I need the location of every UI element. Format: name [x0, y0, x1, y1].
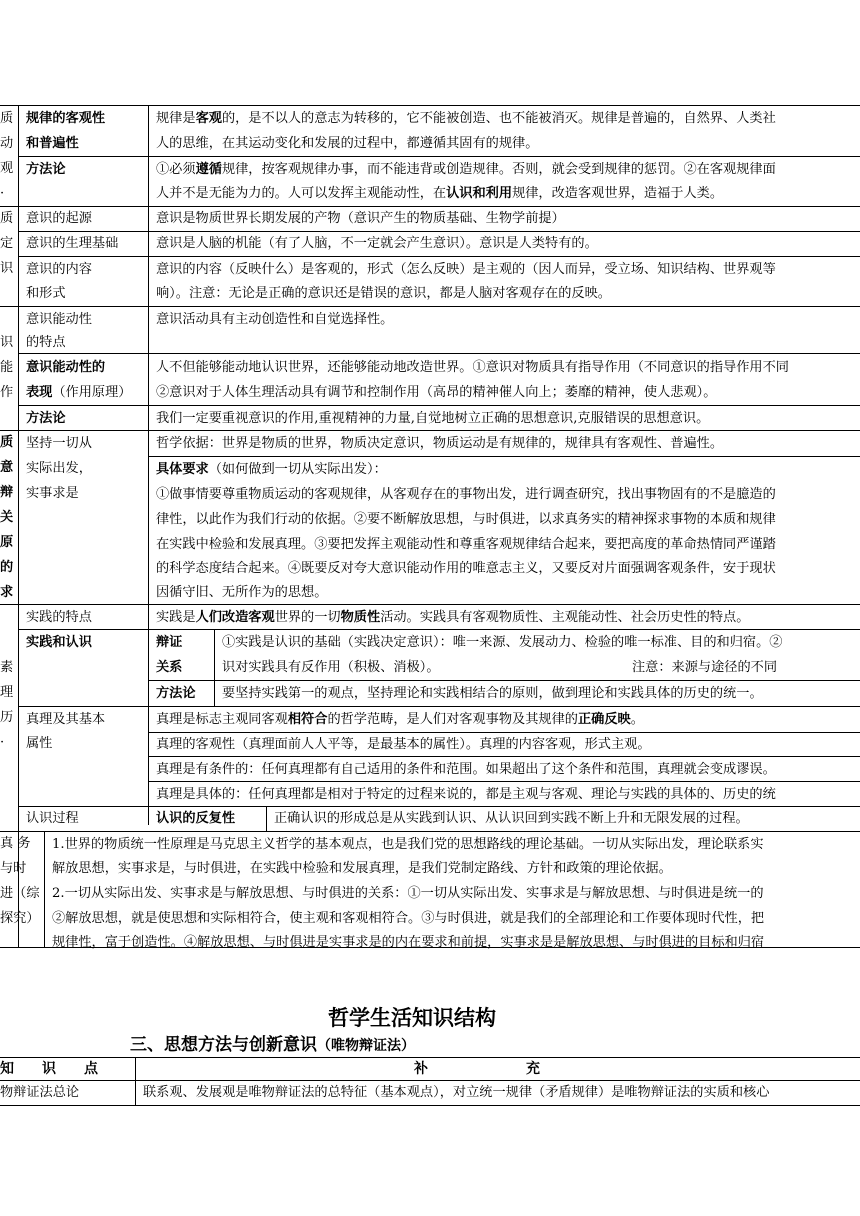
row-content: 我们一定要重视意识的作用,重视精神的力量,自觉地树立正确的思想意识,克服错误的思想意识。: [156, 411, 710, 426]
side-label: 能: [0, 360, 14, 375]
row-content: 人不但能够能动地认识世界，还能够能动地改造世界。①意识对物质具有指导作用（不同意识的指导作用不同: [156, 360, 789, 375]
table2-bottom-border: [0, 1105, 860, 1106]
side-label: ·: [0, 735, 5, 750]
row-heading: 认识过程: [26, 811, 79, 826]
side-label: 质: [0, 435, 14, 450]
row-heading: 实践和认识: [26, 635, 92, 650]
row-content: ①实践是认识的基础（实践决定意识）：唯一来源、发展动力、检验的唯一标准、目的和归宿。②: [222, 635, 783, 650]
side-label: 原: [0, 535, 14, 550]
row-content: 响）。注意：无论是正确的意识还是错误的意识，都是人脑对客观存在的反映。: [156, 286, 611, 301]
side-label: 真 务: [0, 836, 31, 851]
row-content: 律性，以此作为我们行动的依据。②要不断解放思想，与时俱进，以求真务实的精神探求事物的本质和规律: [156, 512, 776, 527]
side-label: 质: [0, 111, 14, 126]
row-content: 1.世界的物质统一性原理是马克思主义哲学的基本观点，也是我们党的思想路线的理论基础。一切从实际出发，理论联系实: [52, 837, 764, 852]
row-content: 意识的内容（反映什么）是客观的，形式（怎么反映）是主观的（因人而异，受立场、知识结构、世界观等: [156, 262, 776, 277]
row-content: 意识活动具有主动创造性和自觉选择性。: [156, 312, 394, 327]
row-heading: 实际出发，: [26, 461, 92, 476]
row-content: 真理是有条件的：任何真理都有自己适用的条件和范围。如果超出了这个条件和范围，真理就会变成谬误。: [156, 762, 776, 777]
row-heading: 意识的生理基础: [26, 236, 119, 251]
sub-heading: 方法论: [156, 686, 196, 701]
row-content: 人的思维，在其运动变化和发展的过程中，都遵循其固有的规律。: [156, 136, 539, 151]
row-heading: 方法论: [26, 162, 66, 177]
side-label: ·: [0, 186, 5, 201]
row-content: 正确认识的形成总是从实践到认识、从认识回到实践不断上升和无限发展的过程。: [274, 811, 749, 826]
side-label: 理: [0, 685, 14, 700]
row-content: 意识是人脑的机能（有了人脑，不一定就会产生意识）。意识是人类特有的。: [156, 236, 598, 251]
side-label: 关: [0, 510, 14, 525]
table2-cell-left: 物辩证法总论: [0, 1085, 80, 1100]
page-title: 哲学生活知识结构: [328, 1005, 496, 1030]
side-label: 与时: [0, 861, 27, 876]
row-content: 具体要求（如何做到一切从实际出发）：: [156, 462, 387, 477]
table2-cell-right: 联系观、发展观是唯物辩证法的总特征（基本观点），对立统一规律（矛盾规律）是唯物辩证法的实质和核心: [143, 1085, 770, 1100]
col-divider-sub: [266, 806, 267, 831]
row-line: [18, 353, 860, 354]
row-content: 的科学态度结合起来。④既要反对夸大意识能动作用的唯意志主义，又要反对片面强调客观条件，安于现状: [156, 561, 776, 576]
sub-heading: 认识的反复性: [156, 811, 236, 826]
row-content: 在实践中检验和发展真理。③要把发挥主观能动性和尊重客观规律结合起来，要把高度的革命热情同严谨踏: [156, 537, 776, 552]
side-label: 观: [0, 161, 14, 176]
row-heading: 坚持一切从: [26, 436, 92, 451]
side-label: 识: [0, 335, 14, 350]
col-divider: [135, 1057, 136, 1105]
col-divider-1: [148, 105, 149, 825]
row-content: 识对实践具有反作用（积极、消极）。: [222, 660, 440, 675]
sub-heading: 关系: [156, 660, 183, 675]
table2-header-right: 补 充: [414, 1061, 540, 1077]
col-divider-sub: [214, 629, 215, 706]
table2-header-left: 知 识 点: [0, 1061, 98, 1077]
row-content: ①必须遵循规律，按客观规律办事，而不能违背或创造规律。否则，就会受到规律的惩罚。②在客观规律面: [156, 162, 776, 177]
side-label: 定: [0, 236, 14, 251]
side-label: 动: [0, 136, 14, 151]
row-content: 真理是标志主观同客观相符合的哲学范畴，是人们对客观事物及其规律的正确反映。: [156, 712, 644, 727]
row-note: 注意：来源与途径的不同: [632, 660, 778, 675]
side-label: 进（综: [0, 886, 40, 901]
row-heading: 意识能动性的: [26, 360, 106, 375]
sub-heading: 辩证: [156, 635, 183, 650]
side-label: 意: [0, 460, 14, 475]
row-heading: 意识的起源: [26, 211, 92, 226]
row-heading: 意识的内容: [26, 262, 92, 277]
col-divider-2: [44, 831, 45, 947]
row-content: 要坚持实践第一的观点，坚持理论和实践相结合的原则，做到理论和实践具体的历史的统一。: [222, 686, 763, 701]
side-label: 求: [0, 585, 14, 600]
row-line: [0, 306, 860, 307]
row-content: 意识是物质世界长期发展的产物（意识产生的物质基础、生物学前提）: [156, 211, 565, 226]
row-content: ②意识对于人体生理活动具有调节和控制作用（高昂的精神催人向上；萎靡的精神，使人悲观）。: [156, 385, 717, 400]
row-heading: 实践的特点: [26, 610, 92, 625]
row-heading: 方法论: [26, 411, 66, 426]
row-heading: 表现（作用原理）: [26, 385, 132, 400]
section-subtitle: 三、思想方法与创新意识（唯物辩证法）: [130, 1035, 415, 1055]
row-content: 真理的客观性（真理面前人人平等，是最基本的属性）。真理的内容客观，形式主观。: [156, 737, 651, 752]
row-content: 规律是客观的，是不以人的意志为转移的，它不能被创造、也不能被消灭。规律是普遍的，自然界、人类社: [156, 111, 776, 126]
side-label: 作: [0, 385, 14, 400]
row-heading: 属性: [26, 736, 53, 751]
side-label: 素: [0, 660, 14, 675]
row-content: 因循守旧、无所作为的思想。: [156, 585, 328, 600]
row-content: 真理是具体的：任何真理都是相对于特定的过程来说的，都是主观与客观、理论与实践的具体的、历史的统: [156, 787, 776, 802]
row-content: ②解放思想，就是使思想和实际相符合，使主观和客观相符合。③与时俱进，就是我们的全部理论和工作要体现时代性，把: [52, 911, 765, 926]
row-heading: 真理及其基本: [26, 712, 106, 727]
side-label: 历: [0, 710, 14, 725]
row-content: 2.一切从实际出发、实事求是与解放思想、与时俱进的关系：①一切从实际出发、实事求是与解放思想、与时俱进是统一的: [52, 886, 764, 901]
side-label: 识: [0, 261, 14, 276]
row-content: 人并不是无能为力的。人可以发挥主观能动性，在认识和利用规律，改造客观世界，造福于人类。: [156, 186, 724, 201]
row-heading: 规律的客观性: [26, 111, 106, 126]
row-content: 实践是人们改造客观世界的一切物质性活动。实践具有客观物质性、主观能动性、社会历史性的特点。: [156, 610, 750, 625]
row-heading: 的特点: [26, 335, 66, 350]
row-heading: 和普遍性: [26, 136, 79, 151]
row-heading: 和形式: [26, 286, 66, 301]
row-content: 规律性，富于创造性。④解放思想、与时俱进是实事求是的内在要求和前提，实事求是是解放思想、与时俱进的目标和归宿: [52, 935, 765, 950]
row-content: ①做事情要尊重物质运动的客观规律，从客观存在的事物出发，进行调查研究，找出事物固有的不是臆造的: [156, 487, 776, 502]
side-label: 的: [0, 560, 14, 575]
row-content: 解放思想，实事求是，与时俱进，在实践中检验和发展真理，是我们党制定路线、方针和政策的理论依据。: [52, 861, 672, 876]
side-label: 辩: [0, 485, 14, 500]
row-heading: 实事求是: [26, 486, 79, 501]
side-label: 探究）: [0, 911, 40, 926]
row-content: 哲学依据：世界是物质的世界，物质决定意识，物质运动是有规律的，规律具有客观性、普遍性。: [156, 436, 724, 451]
side-label: 质: [0, 211, 14, 226]
row-heading: 意识能动性: [26, 312, 92, 327]
